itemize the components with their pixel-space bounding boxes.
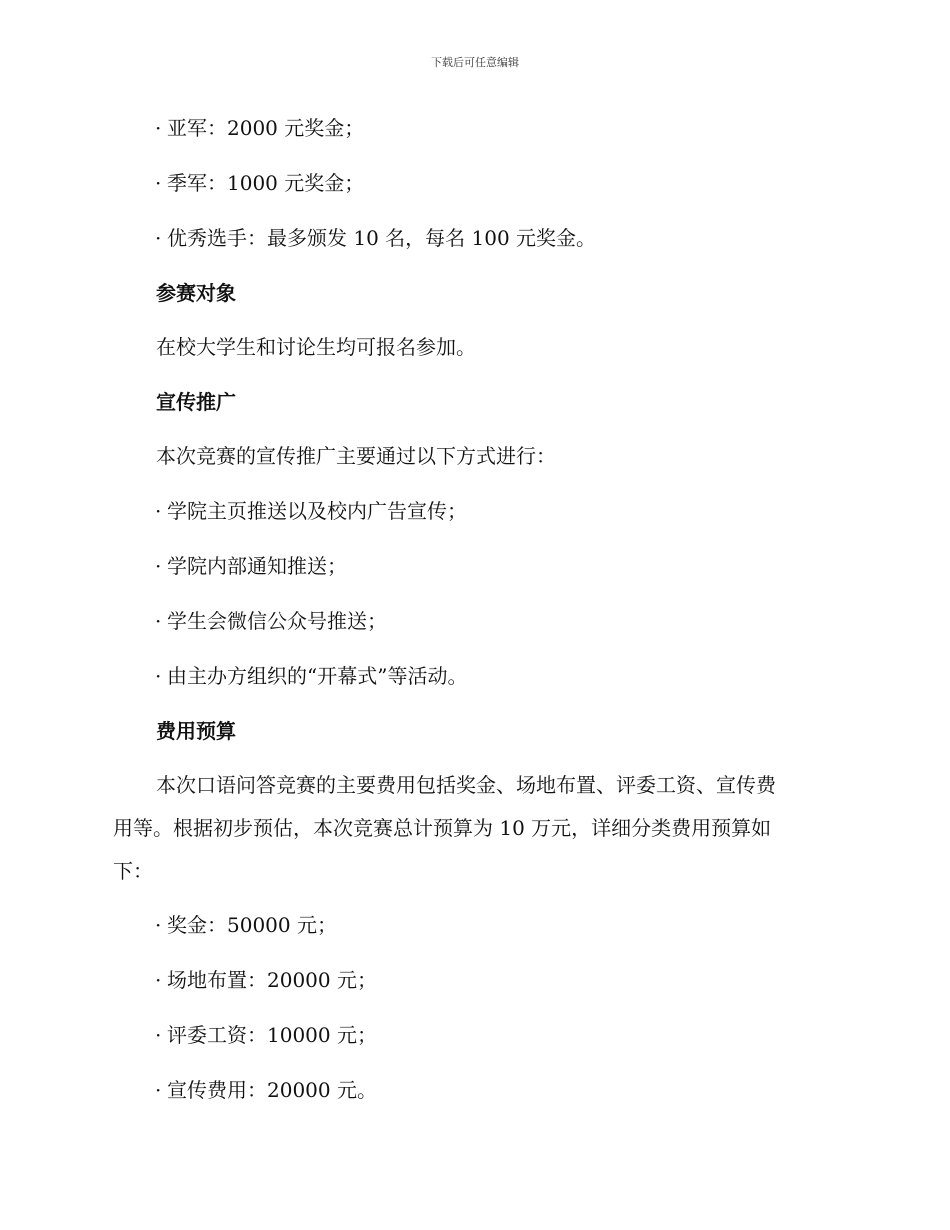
list-item bbox=[155, 114, 364, 142]
bullet: · bbox=[155, 1023, 162, 1047]
list-item-text: 学院主页推送以及校内广告宣传； bbox=[167, 499, 467, 523]
list-item bbox=[155, 552, 347, 580]
paragraph: 在校大学生和讨论生均可报名参加。 bbox=[156, 335, 476, 359]
list-item bbox=[155, 1076, 377, 1104]
list-item-text: 由主办方组织的“开幕式”等活动。 bbox=[167, 664, 468, 688]
list-item-text: 奖金：50000 元； bbox=[167, 913, 337, 937]
list-item-text: 宣传费用：20000 元。 bbox=[167, 1078, 377, 1102]
bullet: · bbox=[155, 116, 162, 140]
list-item bbox=[155, 607, 387, 635]
list-item-text: 学院内部通知推送； bbox=[167, 554, 347, 578]
paragraph-line: 下： bbox=[113, 859, 153, 883]
page-header: 下载后可任意编辑 bbox=[431, 56, 519, 69]
list-item bbox=[155, 966, 377, 994]
list-item bbox=[155, 662, 467, 690]
bullet: · bbox=[155, 226, 162, 250]
bullet: · bbox=[155, 171, 162, 195]
list-item bbox=[155, 224, 596, 252]
section-heading-participants: 参赛对象 bbox=[156, 281, 236, 305]
list-item-text: 评委工资：10000 元； bbox=[167, 1023, 377, 1047]
paragraph: 本次竞赛的宣传推广主要通过以下方式进行： bbox=[156, 444, 556, 468]
list-item-text: 亚军：2000 元奖金； bbox=[167, 116, 365, 140]
list-item-text: 优秀选手：最多颁发 10 名，每名 100 元奖金。 bbox=[167, 226, 597, 250]
list-item bbox=[155, 497, 467, 525]
list-item bbox=[155, 169, 364, 197]
bullet: · bbox=[155, 664, 162, 688]
bullet: · bbox=[155, 1078, 162, 1102]
bullet: · bbox=[155, 913, 162, 937]
bullet: · bbox=[155, 968, 162, 992]
bullet: · bbox=[155, 609, 162, 633]
section-heading-promotion: 宣传推广 bbox=[156, 390, 236, 414]
paragraph-line: 本次口语问答竞赛的主要费用包括奖金、场地布置、评委工资、宣传费 bbox=[156, 773, 776, 797]
list-item-text: 季军：1000 元奖金； bbox=[167, 171, 365, 195]
list-item-text: 学生会微信公众号推送； bbox=[167, 609, 387, 633]
paragraph-line: 用等。根据初步预估，本次竞赛总计预算为 10 万元，详细分类费用预算如 bbox=[113, 816, 772, 840]
bullet: · bbox=[155, 499, 162, 523]
list-item bbox=[155, 1021, 377, 1049]
bullet: · bbox=[155, 554, 162, 578]
section-heading-budget: 费用预算 bbox=[156, 719, 236, 743]
list-item bbox=[155, 911, 337, 939]
list-item-text: 场地布置：20000 元； bbox=[167, 968, 377, 992]
